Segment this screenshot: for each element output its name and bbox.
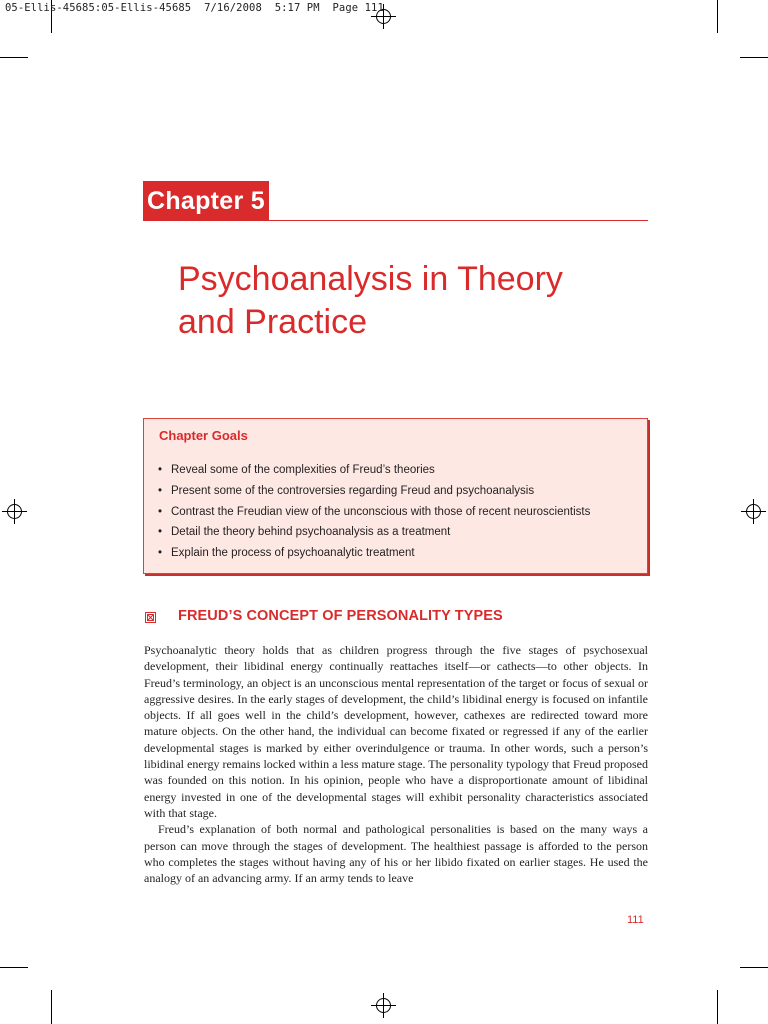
registration-mark-bottom (371, 993, 396, 1018)
chapter-goals-box (143, 418, 648, 574)
body-text (144, 642, 648, 886)
paragraph: Psychoanalytic theory holds that as children progress through the five stages of psychosexual development, their libidinal energy continually reattaches itself—or cathects—to other objects. In Freud’s terminology, an object is an unconscious mental representation of the target or focus of sexual or aggressive desires. In the early stages of development, the child’s libidinal energy is focused on infantile objects. If all goes well in the child’s development, however, cathexes are redirected toward more mature objects. On the other hand, the individual can become fixated or regressed if any of the earlier developmental stages is marked by either overindulgence or trauma. In other words, such a person’s libidinal energy remains locked within a less mature stage. The personality typology that Freud proposed was founded on this notion. In his opinion, people who have a disproportionate amount of libidinal energy invested in one of the developmental stages will exhibit personality characteristics associated with that stage. (144, 643, 648, 820)
section-heading: FREUD’S CONCEPT OF PERSONALITY TYPES (178, 608, 503, 624)
registration-mark-right (741, 499, 766, 524)
list-item: • Present some of the controversies regarding Freud and psychoanalysis (158, 481, 590, 502)
list-item: • Reveal some of the complexities of Freud’s theories (158, 460, 590, 481)
bullet-icon: • (158, 505, 163, 518)
chapter-title-line-1: Psychoanalysis in Theory (178, 260, 563, 298)
registration-mark-left (2, 499, 27, 524)
chapter-goals-list (158, 460, 590, 564)
section-marker-icon (145, 612, 156, 623)
list-item: • Contrast the Freudian view of the unconscious with those of recent neuroscientists (158, 502, 590, 523)
list-item: • Detail the theory behind psychoanalysis as a treatment (158, 522, 590, 543)
chapter-title (178, 258, 648, 344)
chapter-label: Chapter 5 (143, 181, 269, 221)
bullet-icon: • (158, 547, 163, 560)
bullet-icon: • (158, 526, 163, 539)
paragraph: Freud’s explanation of both normal and pathological personalities is based on the many ways a person can move through the stages of development. The healthiest passage is afforded to the person who completes the stages without having any of his or her libido fixated on earlier stages. He used the analogy of an advancing army. If an army tends to leave (144, 822, 648, 886)
page-number: 111 (627, 914, 644, 926)
chapter-goals-heading: Chapter Goals (159, 428, 248, 443)
bullet-icon: • (158, 464, 163, 476)
bullet-icon: • (158, 484, 163, 497)
chapter-title-line-2: and Practice (178, 303, 367, 341)
printer-slug-line: 05-Ellis-45685:05-Ellis-45685 7/16/2008 5:17 PM Page 111 (5, 2, 384, 14)
list-item: • Explain the process of psychoanalytic treatment (158, 543, 590, 564)
chapter-rule (269, 220, 648, 221)
